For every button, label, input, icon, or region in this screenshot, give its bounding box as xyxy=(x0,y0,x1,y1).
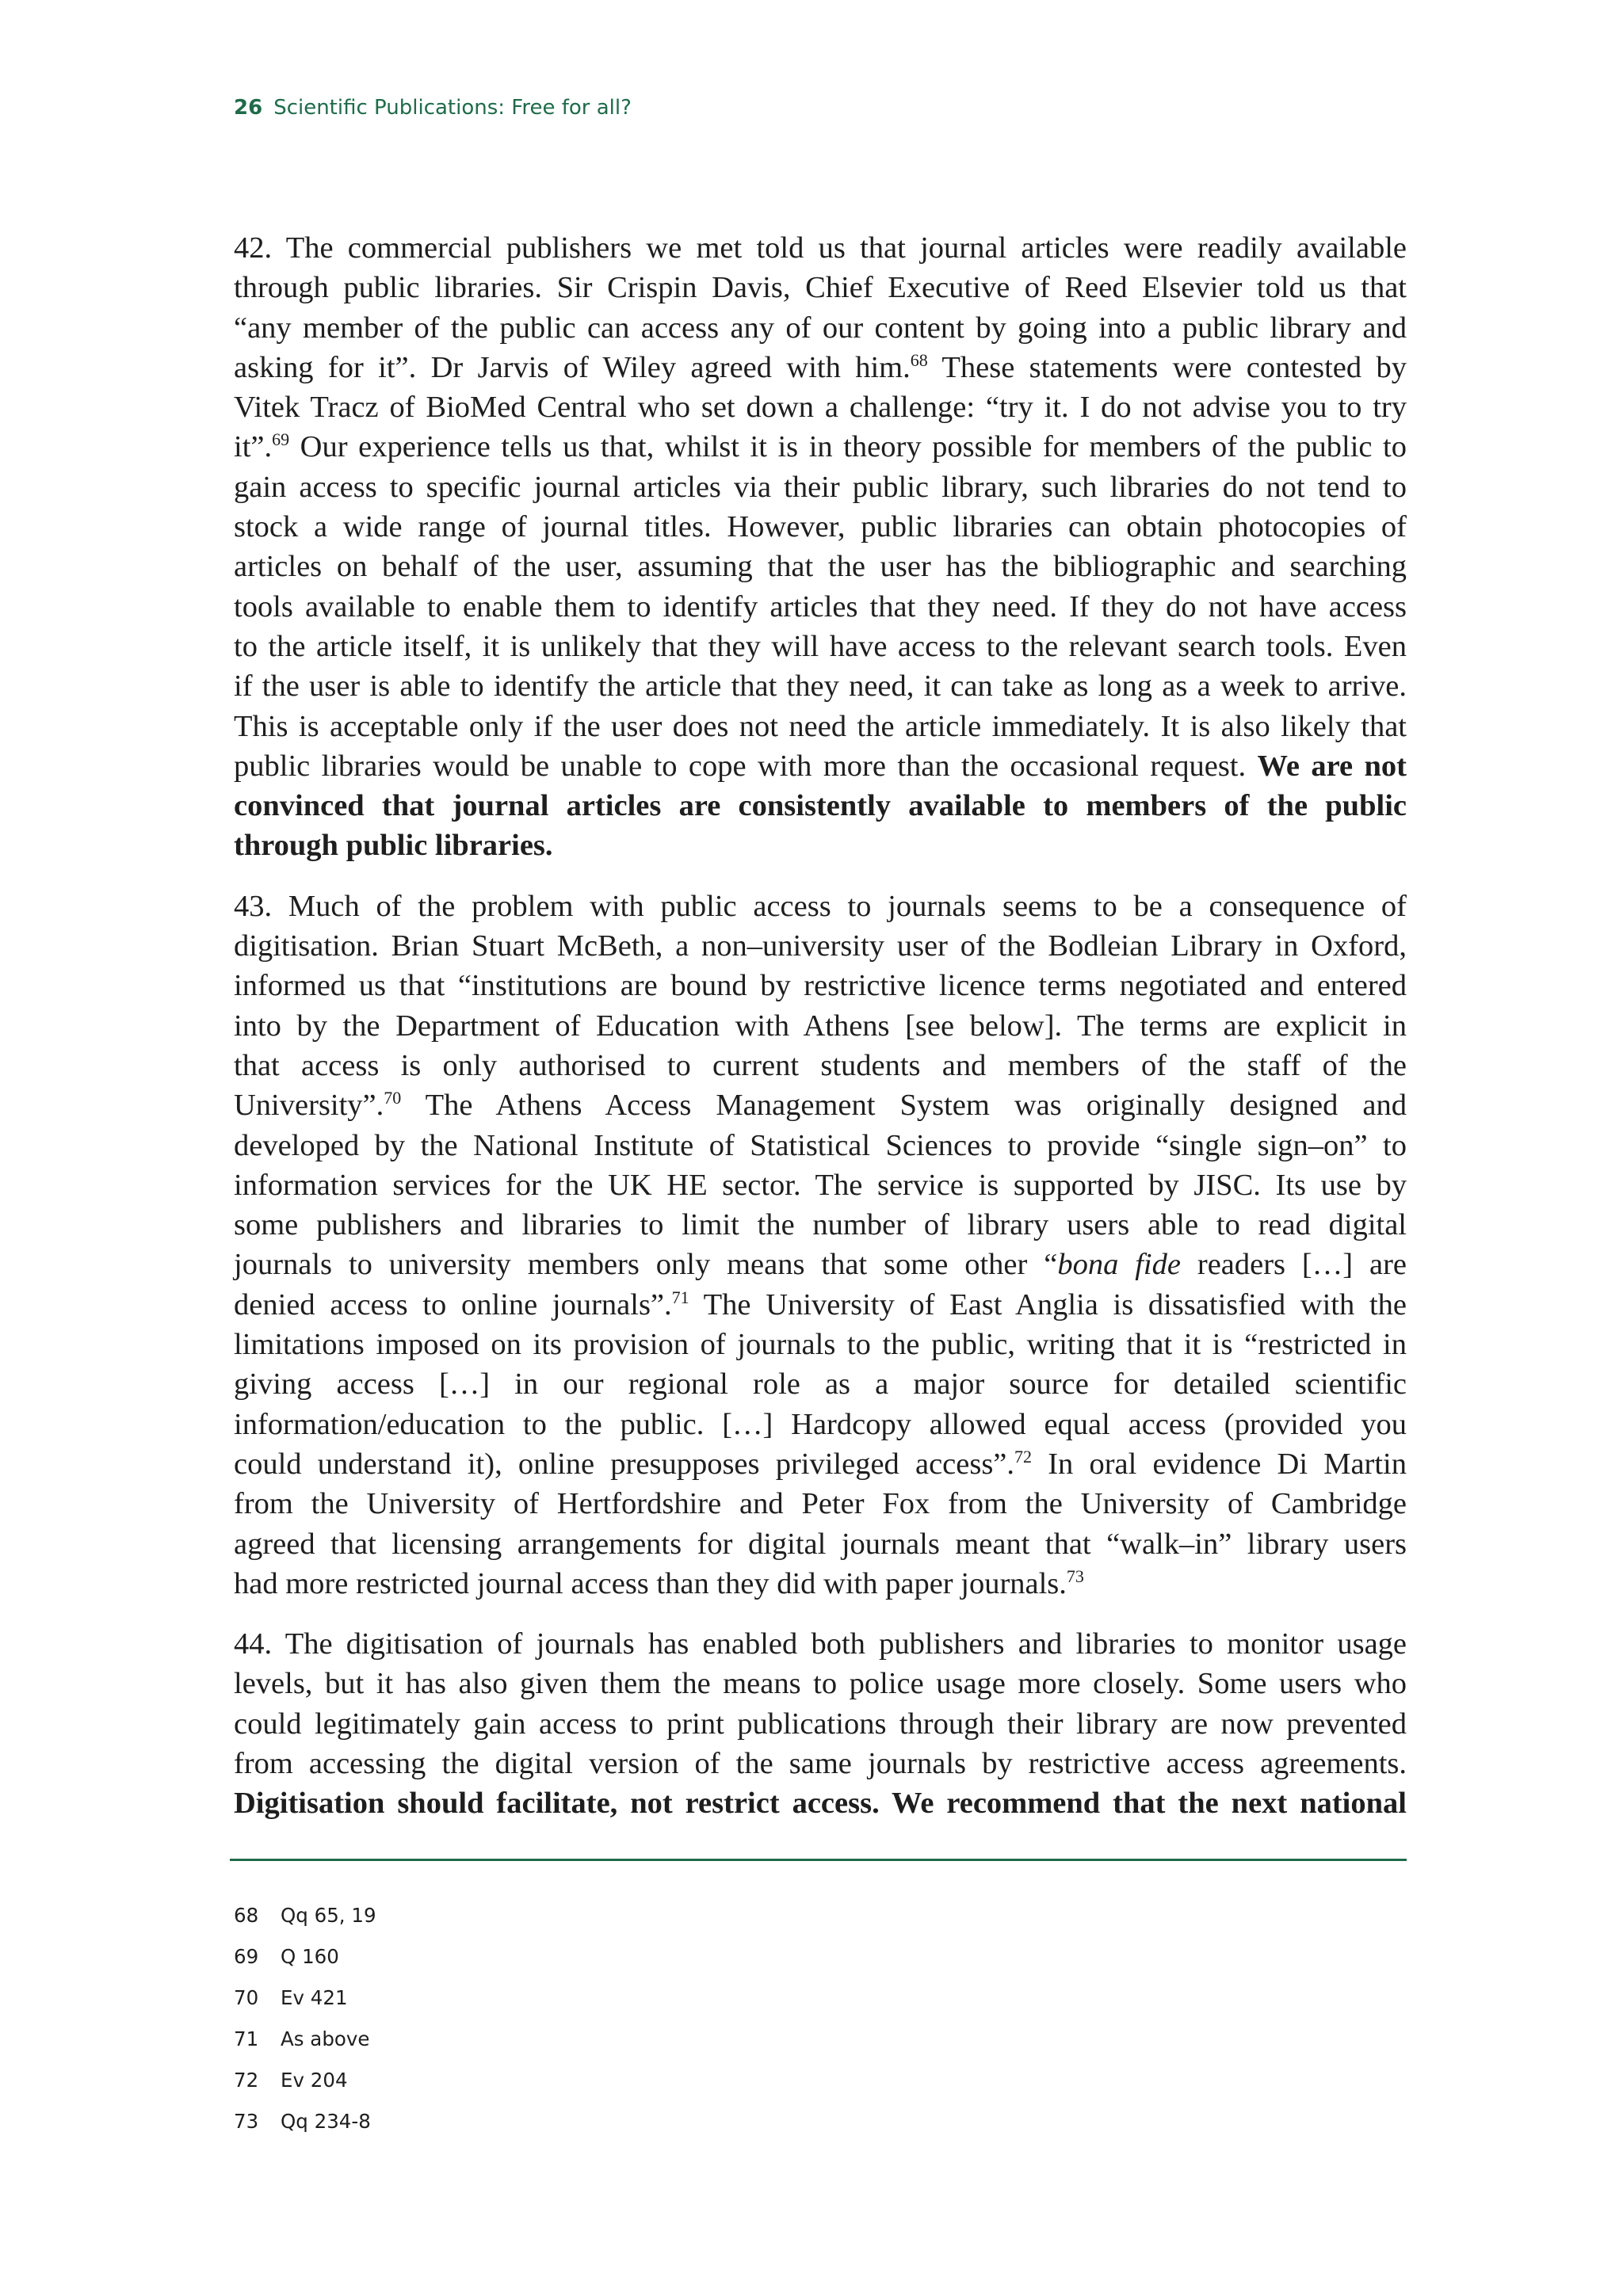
text-line: information services for the UK HE sector. The service is supported by JISC. Its use by xyxy=(234,1168,1407,1202)
footnote-ref-72[interactable]: 72 xyxy=(1014,1446,1033,1466)
text-line: that access is only authorised to current students and members of the staff of the xyxy=(234,1048,1407,1082)
footnote-item xyxy=(234,2106,376,2147)
footnote-ref-70[interactable]: 70 xyxy=(384,1088,402,1108)
text-line: limitations imposed on its provision of journals to the public, writing that it is “restricted in xyxy=(234,1328,1407,1362)
footnote-number: 71 xyxy=(234,2027,259,2050)
text-line: digitisation. Brian Stuart McBeth, a non–university user of the Bodleian Library in Oxford, xyxy=(234,929,1407,963)
text-line: developed by the National Institute of Statistical Sciences to provide “single sign–on” to xyxy=(234,1128,1407,1162)
footnote-ref-71[interactable]: 71 xyxy=(671,1287,689,1307)
footnote-text: Ev 204 xyxy=(281,2069,348,2092)
text-line: some publishers and libraries to limit the number of library users able to read digital xyxy=(234,1208,1407,1242)
text-line: convinced that journal articles are consistently available to members of the public xyxy=(234,789,1407,823)
footnote-divider xyxy=(230,1859,1407,1861)
text-line: information/education to the public. […] Hardcopy allowed equal access (provided you xyxy=(234,1407,1407,1441)
text-line: “any member of the public can access any of our content by going into a public library and xyxy=(234,311,1407,345)
text-line: informed us that “institutions are bound by restrictive licence terms negotiated and entered xyxy=(234,969,1407,1003)
text-line: denied access to online journals”.$^{71}$ The University of East Anglia is dissatisfied with the xyxy=(234,1287,1407,1322)
footnote-item xyxy=(234,2023,376,2065)
text-line: 43. Much of the problem with public access to journals seems to be a consequence of xyxy=(234,889,1407,923)
text-line: could legitimately gain access to print publications through their library are now prevented xyxy=(234,1707,1407,1741)
running-header xyxy=(234,92,632,124)
footnote-number: 70 xyxy=(234,1986,259,2009)
footnote-number: 68 xyxy=(234,1904,259,1927)
text-line: agreed that licensing arrangements for digital journals meant that “walk–in” library users xyxy=(234,1527,1407,1561)
text-line: public libraries would be unable to cope with more than the occasional request. We are not xyxy=(234,749,1407,783)
text-line: could understand it), online presupposes privileged access”.$^{72}$ In oral evidence Di Martin xyxy=(234,1446,1407,1481)
text-line: journals to university members only means that some other “bona fide readers […] are xyxy=(234,1248,1407,1282)
text-line: from the University of Hertfordshire and Peter Fox from the University of Cambridge xyxy=(234,1487,1407,1521)
footnote-number: 69 xyxy=(234,1945,259,1968)
recommendation-text: Digitisation should facilitate, not restrict access. We recommend that the next national xyxy=(234,1787,1407,1821)
text-line: stock a wide range of journal titles. However, public libraries can obtain photocopies of xyxy=(234,510,1407,544)
text-line: had more restricted journal access than they did with paper journals.$^{73}$ xyxy=(234,1566,1084,1600)
page-number: 26 xyxy=(234,96,263,120)
footnote-ref-73[interactable]: 73 xyxy=(1066,1566,1084,1586)
text-line: This is acceptable only if the user does not need the article immediately. It is also likely that xyxy=(234,709,1407,743)
footnote-item xyxy=(234,1982,376,2023)
footnote-text: Qq 234-8 xyxy=(281,2110,371,2133)
text-line: gain access to specific journal articles via their public library, such libraries do not tend to xyxy=(234,470,1407,504)
footnote-item xyxy=(234,1900,376,1941)
text-line: to the article itself, it is unlikely that they will have access to the relevant search tools. Even xyxy=(234,629,1407,663)
text-line: from accessing the digital version of the same journals by restrictive access agreements. xyxy=(234,1746,1407,1780)
footnote-item xyxy=(234,2065,376,2106)
text-line: University”.$^{70}$ The Athens Access Management System was originally designed and xyxy=(234,1088,1407,1123)
text-line: 44. The digitisation of journals has enabled both publishers and libraries to monitor usage xyxy=(234,1627,1407,1661)
text-line: 42. The commercial publishers we met told us that journal articles were readily available xyxy=(234,231,1407,265)
footnote-text: Ev 421 xyxy=(281,1986,348,2009)
body-text xyxy=(234,228,1407,1824)
text-line: asking for it”. Dr Jarvis of Wiley agreed with him.$^{68}$ These statements were contested by xyxy=(234,349,1407,384)
text-line: giving access […] in our regional role as a major source for detailed scientific xyxy=(234,1367,1407,1402)
text-line: tools available to enable them to identify articles that they need. If they do not have access xyxy=(234,589,1407,624)
paragraph-42 xyxy=(234,228,1407,866)
footnote-text: Qq 65, 19 xyxy=(281,1904,376,1927)
footnotes xyxy=(234,1900,376,2147)
text-line: if the user is able to identify the article that they need, it can take as long as a week to arrive. xyxy=(234,669,1407,704)
text-line xyxy=(234,1783,1407,1823)
footnote-ref-68[interactable]: 68 xyxy=(910,349,928,370)
footnote-number: 73 xyxy=(234,2110,259,2133)
text-line: through public libraries. xyxy=(234,829,553,863)
footnote-number: 72 xyxy=(234,2069,259,2092)
footnote-text: As above xyxy=(281,2027,370,2050)
footnote-text: Q 160 xyxy=(281,1945,339,1968)
footnote-item xyxy=(234,1941,376,1982)
paragraph-44 xyxy=(234,1624,1407,1823)
text-line: Vitek Tracz of BioMed Central who set down a challenge: “try it. I do not advise you to try xyxy=(234,391,1407,425)
running-title: Scientific Publications: Free for all? xyxy=(273,96,632,120)
text-line: levels, but it has also given them the means to police usage more closely. Some users who xyxy=(234,1667,1407,1701)
text-line: into by the Department of Education with Athens [see below]. The terms are explicit in xyxy=(234,1009,1407,1043)
text-line: articles on behalf of the user, assuming that the user has the bibliographic and searching xyxy=(234,550,1407,584)
text-line: it”.$^{69}$ Our experience tells us that, whilst it is in theory possible for members of the public to xyxy=(234,429,1407,464)
conclusion-text: We are not xyxy=(1257,749,1407,783)
paragraph-43 xyxy=(234,887,1407,1604)
text-line: through public libraries. Sir Crispin Davis, Chief Executive of Reed Elsevier told us that xyxy=(234,271,1407,305)
footnote-ref-69[interactable]: 69 xyxy=(272,429,290,450)
